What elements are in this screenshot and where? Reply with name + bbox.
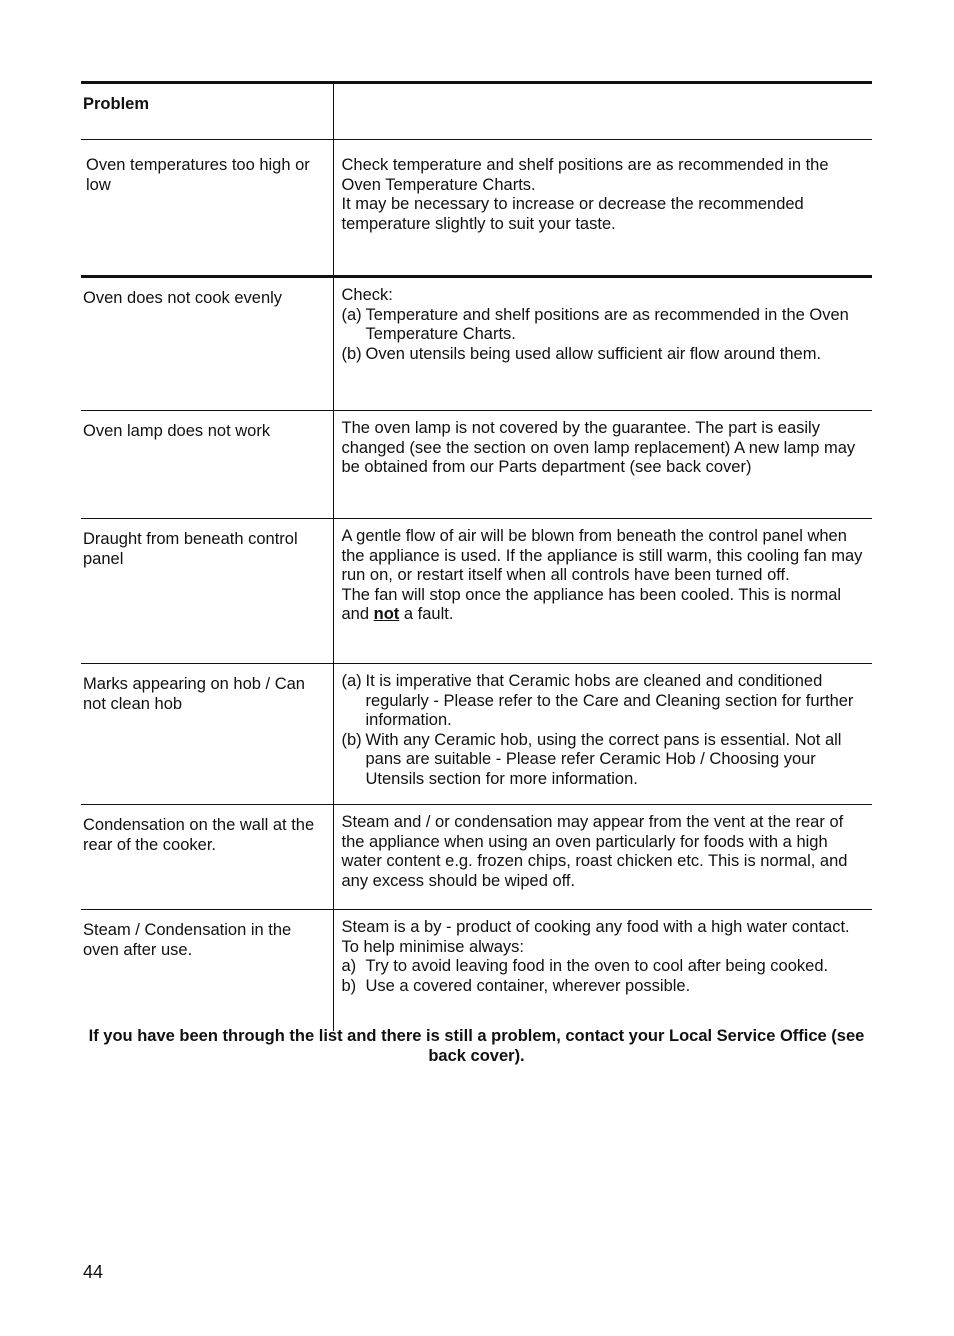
- list-item-text: Oven utensils being used allow sufficient air flow around them.: [365, 344, 822, 363]
- solution-line: [342, 586, 865, 625]
- list-item: [342, 345, 865, 365]
- table-row: [81, 411, 872, 519]
- table-header-row: [81, 83, 872, 140]
- table-row: [81, 910, 872, 1032]
- problem-cell: Condensation on the wall at the rear of the cooker.: [81, 805, 333, 910]
- header-problem: Problem: [81, 83, 333, 140]
- solution-intro: Check:: [341, 286, 393, 304]
- list-item: [342, 977, 865, 997]
- list-item-text: Temperature and shelf positions are as recommended in the Oven Temperature Charts.: [365, 305, 849, 344]
- table-row: [81, 805, 872, 910]
- footer-note: If you have been through the list and there is still a problem, contact your Local Service Office (see back cover).: [88, 1027, 865, 1065]
- list-item: [342, 731, 865, 790]
- list-item-label: (b): [341, 730, 362, 749]
- table-row: [81, 664, 872, 805]
- problem-cell: Oven temperatures too high or low: [81, 140, 333, 277]
- list-item-text: Try to avoid leaving food in the oven to cool after being cooked.: [365, 957, 829, 976]
- list-item-text: Use a covered container, wherever possible.: [365, 976, 691, 995]
- problem-cell: Steam / Condensation in the oven after use.: [83, 921, 292, 959]
- solution-line: It may be necessary to increase or decrease the recommended temperature slightly to suit your taste.: [341, 195, 804, 233]
- emphasis-not: not: [373, 605, 400, 624]
- table-row: [81, 277, 872, 411]
- problem-cell: Marks appearing on hob / Can not clean hob: [81, 664, 333, 805]
- problem-cell: Oven does not cook evenly: [81, 277, 333, 411]
- list-item-label: (a): [341, 672, 362, 690]
- problem-cell: Oven lamp does not work: [81, 411, 333, 519]
- solution-intro: Steam is a by - product of cooking any food with a high water contact. To help minimise always:: [341, 918, 850, 956]
- list-item: [342, 672, 865, 731]
- page-number: 44: [83, 1262, 104, 1282]
- solution-cell: [333, 664, 872, 805]
- solution-line: The oven lamp is not covered by the guarantee. The part is easily changed (see the section on oven lamp replacement) A new lamp may be obtained from our Parts department (see back cover): [341, 419, 856, 477]
- list-item-label: b): [341, 976, 357, 995]
- list-item-text: It is imperative that Ceramic hobs are cleaned and conditioned regularly - Please refer to the Care and Cleaning section for further information.: [365, 672, 854, 730]
- header-solution: [333, 83, 872, 140]
- list-item-label: (a): [341, 305, 362, 324]
- table-row: [81, 140, 872, 277]
- list-item-label: a): [341, 957, 357, 976]
- solution-cell: [333, 910, 872, 1032]
- list-item-text: With any Ceramic hob, using the correct pans is essential. Not all pans are suitable - Please refer Ceramic Hob / Choosing your Utensils section for more information.: [365, 730, 842, 788]
- solution-cell: [333, 277, 872, 411]
- solution-text: The fan will stop once the appliance has been cooled. This is normal and: [341, 585, 842, 624]
- solution-line: Steam and / or condensation may appear from the vent at the rear of the appliance when using an oven particularly for foods with a high water content e.g. frozen chips, roast chicken etc. This is normal, and any excess should be wiped off.: [341, 813, 848, 890]
- solution-cell: [333, 411, 872, 519]
- solution-line: A gentle flow of air will be blown from beneath the control panel when the appliance is used. If the appliance is still warm, this cooling fan may run on, or restart itself when all controls have been turned off.: [341, 527, 863, 585]
- solution-text: a fault.: [399, 605, 454, 624]
- solution-cell: [333, 519, 872, 664]
- list-item: [342, 957, 865, 977]
- problem-cell: Draught from beneath control panel: [81, 519, 333, 664]
- solution-line: Check temperature and shelf positions are as recommended in the Oven Temperature Charts.: [341, 156, 829, 194]
- solution-cell: [333, 140, 872, 277]
- list-item: [342, 306, 865, 345]
- troubleshooting-table: [81, 81, 872, 1031]
- table-row: [81, 519, 872, 664]
- list-item-label: (b): [341, 344, 362, 363]
- solution-cell: [333, 805, 872, 910]
